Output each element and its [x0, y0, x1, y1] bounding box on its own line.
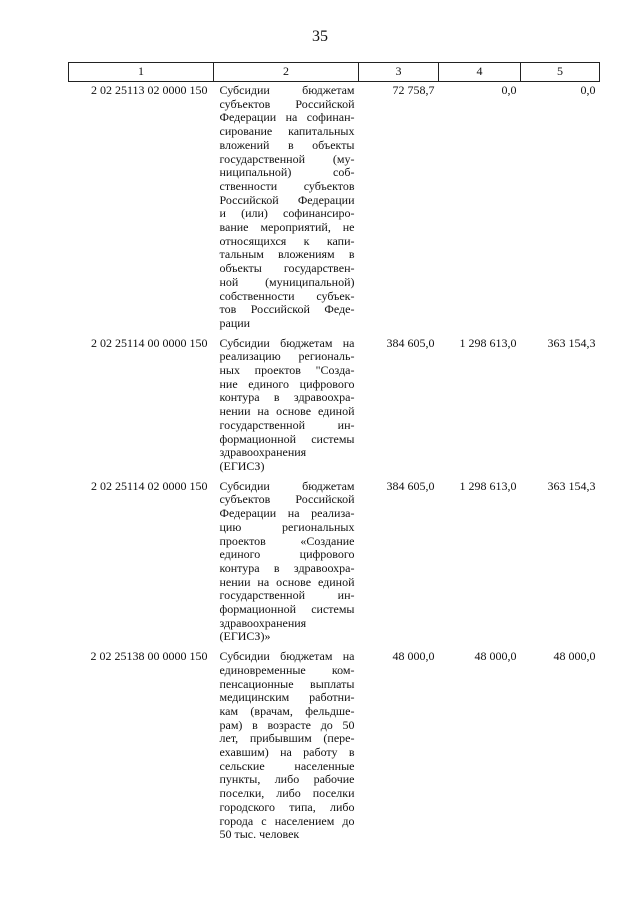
- description-line: формационной системы: [219, 431, 355, 446]
- amount-col-5: 0,0: [580, 83, 596, 97]
- description-line: Субсидии бюджетам: [219, 83, 355, 97]
- description-line: лет, прибывшим (пере-: [219, 731, 355, 746]
- description-line: пункты, либо рабочие: [219, 772, 355, 787]
- description-line: тов Российской Феде-: [219, 302, 355, 317]
- description-line: города с населением до: [219, 813, 355, 828]
- description-line: объекты государствен-: [219, 261, 355, 276]
- amount-col-5: 48 000,0: [553, 649, 596, 664]
- income-description: [214, 478, 359, 648]
- description-line: 50 тыс. человек: [219, 827, 300, 842]
- description-line: единого цифрового: [219, 547, 355, 562]
- income-description: [214, 82, 359, 335]
- income-description: [214, 335, 359, 478]
- description-line: здравоохранения: [219, 615, 307, 630]
- description-line: государственной (му-: [219, 151, 355, 166]
- income-code: 2 02 25138 00 0000 150: [90, 649, 208, 664]
- description-line: Субсидии бюджетам на: [219, 335, 355, 350]
- amount-col-3: 72 758,7: [392, 83, 435, 97]
- description-line: тальным вложениям в: [219, 247, 355, 262]
- description-line: Российской Федерации: [219, 192, 355, 207]
- table-row: [69, 82, 600, 335]
- description-line: реализацию региональ-: [219, 349, 355, 364]
- description-line: собственности субъек-: [219, 288, 355, 303]
- description-line: (ЕГИСЗ)»: [219, 629, 271, 644]
- income-code: 2 02 25113 02 0000 150: [90, 83, 208, 97]
- column-header-4: 4: [439, 63, 521, 82]
- column-header-2: 2: [214, 63, 359, 82]
- description-line: контура в здравоохра-: [219, 390, 355, 405]
- description-line: нении на основе единой: [219, 574, 355, 589]
- description-line: ние единого цифрового: [219, 376, 355, 391]
- column-header-1: 1: [69, 63, 214, 82]
- column-header-5: 5: [521, 63, 600, 82]
- description-line: проектов «Создание: [219, 533, 355, 548]
- description-line: государственной ин-: [219, 588, 355, 603]
- description-line: ной (муниципальной): [219, 274, 355, 289]
- description-line: контура в здравоохра-: [219, 560, 355, 575]
- income-description: [214, 648, 359, 846]
- description-line: кам (врачам, фельдше-: [219, 703, 355, 718]
- description-line: медицинским работни-: [219, 690, 355, 705]
- income-code: 2 02 25114 02 0000 150: [90, 478, 208, 493]
- table-row: [69, 335, 600, 478]
- amount-col-4: 0,0: [501, 83, 517, 97]
- amount-col-4: 1 298 613,0: [459, 335, 517, 350]
- description-line: ственности субъектов: [219, 178, 355, 193]
- income-code: 2 02 25114 00 0000 150: [90, 335, 208, 350]
- description-line: Субсидии бюджетам на: [219, 649, 355, 664]
- amount-col-5: 363 154,3: [547, 478, 596, 493]
- budget-table: [68, 62, 600, 846]
- description-line: Субсидии бюджетам: [219, 478, 355, 493]
- description-line: вание мероприятий, не: [219, 220, 355, 235]
- amount-col-3: 48 000,0: [392, 649, 435, 664]
- column-header-3: 3: [359, 63, 439, 82]
- description-line: ниципальной) соб-: [219, 165, 355, 180]
- amount-col-4: 48 000,0: [474, 649, 517, 664]
- description-line: сельские населенные: [219, 758, 355, 773]
- description-line: городского типа, либо: [219, 799, 355, 814]
- description-line: поселки, либо поселки: [219, 786, 355, 801]
- amount-col-3: 384 605,0: [386, 335, 435, 350]
- description-line: Федерации на реализа-: [219, 506, 355, 521]
- description-line: ехавшим) на работу в: [219, 745, 355, 760]
- description-line: формационной системы: [219, 602, 355, 617]
- description-line: ных проектов "Созда-: [219, 363, 355, 378]
- description-line: относящихся к капи-: [219, 233, 355, 248]
- table-body: [69, 82, 600, 846]
- description-line: (ЕГИСЗ): [219, 458, 265, 473]
- description-line: нении на основе единой: [219, 404, 355, 419]
- description-line: цию региональных: [219, 519, 355, 534]
- description-line: вложений в объекты: [219, 137, 355, 152]
- amount-col-5: 363 154,3: [547, 335, 596, 350]
- description-line: рам) в возрасте до 50: [219, 717, 355, 732]
- description-line: пенсационные выплаты: [219, 676, 355, 691]
- description-line: субъектов Российской: [219, 96, 355, 111]
- description-line: государственной ин-: [219, 417, 355, 432]
- page-number: 35: [312, 28, 328, 45]
- description-line: здравоохранения: [219, 445, 307, 460]
- description-line: единовременные ком-: [219, 662, 355, 677]
- table-row: [69, 478, 600, 648]
- amount-col-3: 384 605,0: [386, 478, 435, 493]
- description-line: и (или) софинансиро-: [219, 206, 355, 221]
- header-row: [69, 63, 600, 82]
- table-row: [69, 648, 600, 846]
- amount-col-4: 1 298 613,0: [459, 478, 517, 493]
- description-line: рации: [219, 315, 251, 330]
- description-line: субъектов Российской: [219, 492, 355, 507]
- description-line: сирование капитальных: [219, 124, 355, 139]
- description-line: Федерации на софинан-: [219, 110, 355, 125]
